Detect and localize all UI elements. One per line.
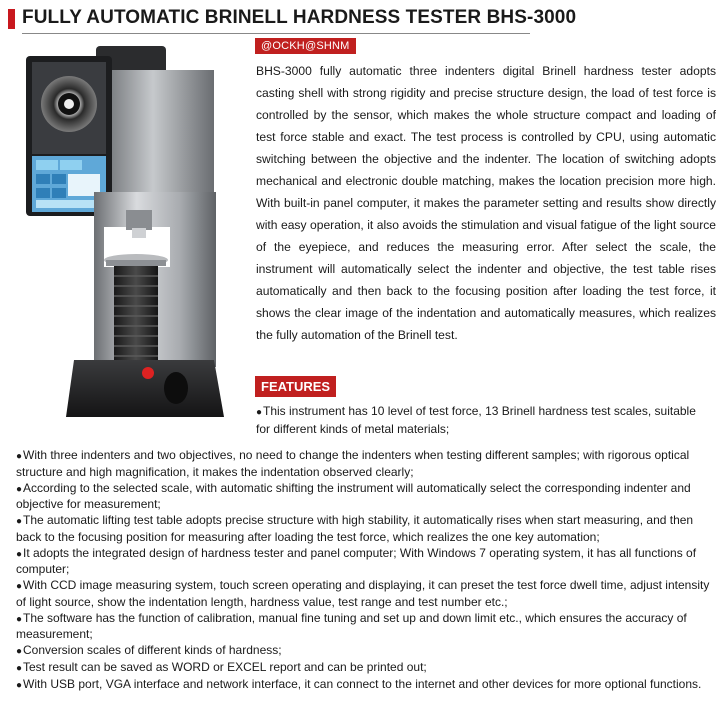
- bullet-icon: ●: [256, 407, 263, 418]
- feature-text: With USB port, VGA interface and network interface, it can connect to the internet and other devices for more optional functions.: [23, 677, 702, 691]
- title-accent-mark: [8, 9, 15, 29]
- title-bar: [8, 6, 577, 32]
- feature-text: Conversion scales of different kinds of hardness;: [23, 643, 282, 657]
- feature-text: Test result can be saved as WORD or EXCEL report and can be printed out;: [23, 660, 427, 674]
- feature-text: The software has the function of calibration, manual fine tuning and set up and down limit etc., which ensures the accuracy of measurement;: [16, 610, 687, 641]
- feature-item: [16, 611, 716, 643]
- feature-text: This instrument has 10 level of test force, 13 Brinell hardness test scales, suitable for different kinds of metal materials;: [256, 404, 696, 436]
- bullet-icon: ●: [16, 548, 23, 560]
- title-underline: [22, 33, 530, 34]
- bullet-icon: ●: [16, 613, 23, 625]
- feature-text: According to the selected scale, with automatic shifting the instrument will automatically select the corresponding indenter and objective for measurement;: [16, 480, 691, 511]
- feature-item: [16, 578, 716, 610]
- hardness-tester-illustration: [14, 42, 244, 427]
- bullet-icon: ●: [16, 646, 23, 657]
- bullet-icon: ●: [16, 663, 23, 674]
- feature-text: The automatic lifting test table adopts precise structure with high stability, it automatically rises when start measuring, and then back to the focusing position for measuring after loading the test force, which realizes the one key automation;: [16, 513, 694, 544]
- emergency-stop: [142, 367, 154, 379]
- feature-item: [16, 448, 716, 480]
- feature-item: [16, 677, 716, 694]
- feature-item: [16, 481, 716, 513]
- feature-text: With CCD image measuring system, touch screen operating and displaying, it can preset the test force dwell time, adjust intensity of light source, show the indentation length, hardness value, test range and test number etc.;: [16, 578, 710, 609]
- feature-item: [16, 643, 716, 660]
- bullet-icon: ●: [16, 516, 23, 527]
- feature-item: [256, 403, 706, 437]
- bullet-icon: ●: [16, 680, 23, 691]
- feature-text: With three indenters and two objectives, no need to change the indenters when testing different samples; with rigorous optical structure and high magnification, it makes the indentation observed clearly;: [16, 448, 690, 479]
- feature-item: [16, 546, 716, 578]
- bullet-icon: ●: [16, 581, 23, 592]
- lifting-screw-bellow: [114, 266, 158, 362]
- page-title: FULLY AUTOMATIC BRINELL HARDNESS TESTER BHS-3000: [22, 7, 577, 28]
- product-code-badge: @OCKH@SHNM: [255, 38, 356, 54]
- features-list: [16, 448, 716, 694]
- bullet-icon: ●: [16, 451, 23, 462]
- product-description: BHS-3000 fully automatic three indenters digital Brinell hardness tester adopts casting shell with strong rigidity and precise structure design, the load of test force is controlled by the sensor, which makes the whole structure compact and loading of test force stable and exact. The test process is controlled by CPU, using automatic switching between the objective and the indenter. The location of switching adopts mechanical and electronic double matching, makes the location precision more high. With built-in panel computer, it makes the parameter setting and results show directly with easy operation, it also avoids the stimulation and visual fatigue of the light source of the eyepiece, and reduces the measuring error. After select the scale, the instrument will automatically select the indenter and objective, the test table rises automatically and then back to the focusing position after loading the test force, it shows the clear image of the indentation and automatically measures, which realizes the fully automation of the Brinell test.: [256, 64, 716, 342]
- feature-item: [16, 513, 716, 545]
- bullet-icon: ●: [16, 483, 23, 495]
- feature-item: [16, 660, 716, 677]
- features-heading: FEATURES: [255, 376, 336, 397]
- handwheel: [164, 372, 188, 404]
- feature-text: It adopts the integrated design of hardness tester and panel computer; With Windows 7 operating system, it has all functions of computer;: [16, 545, 697, 576]
- product-image: [14, 42, 244, 427]
